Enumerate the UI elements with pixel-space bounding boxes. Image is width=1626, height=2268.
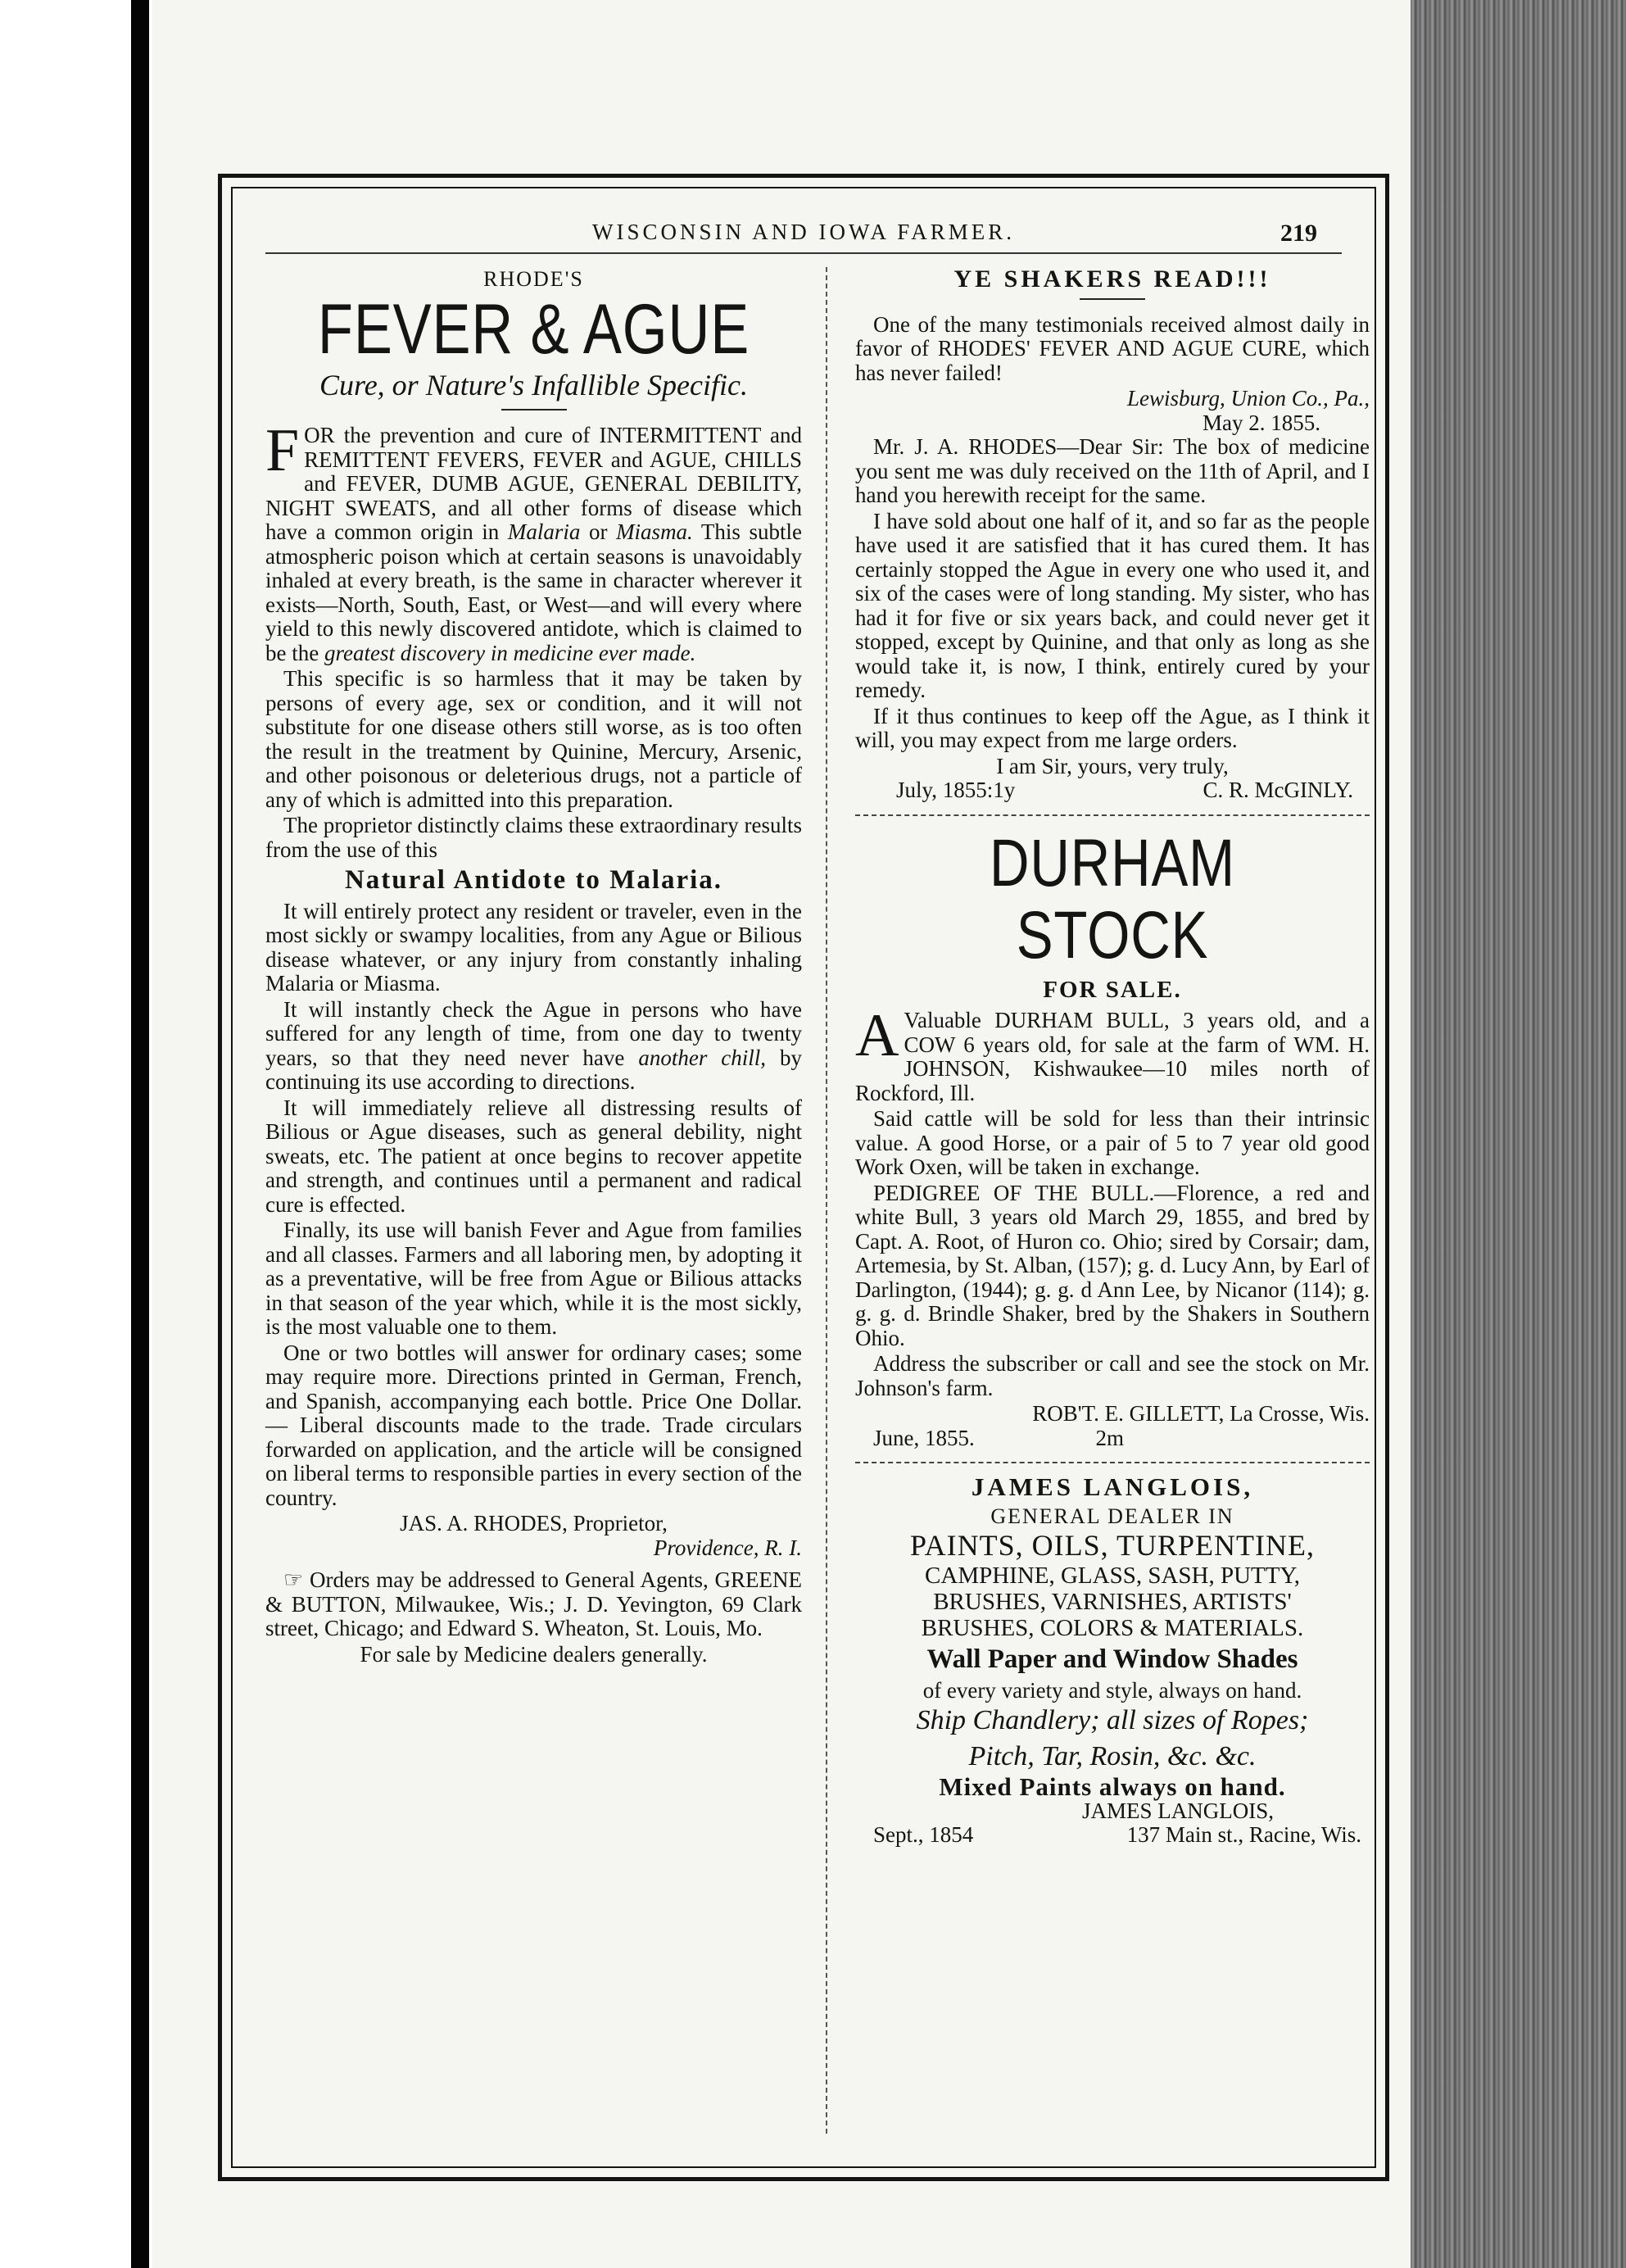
orders-note xyxy=(265,1568,802,1641)
running-head xyxy=(265,220,1342,254)
antidote-subhead: Natural Antidote to Malaria. xyxy=(344,865,723,895)
rhodes-signature-place: Providence, R. I. xyxy=(653,1535,802,1560)
rhodes-para-5-text-b: by continuing its use according to directions. xyxy=(265,1045,803,1094)
letter-body-2: If it thus continues to keep off the Ague, as I think it will, you may expect from me large orders. xyxy=(855,703,1370,752)
greatest-discovery: greatest discovery in medicine ever made. xyxy=(324,640,696,665)
letter-signature-row xyxy=(855,778,1370,803)
section-rule xyxy=(1080,298,1145,300)
langlois-date: Sept., 1854 xyxy=(873,1822,974,1847)
durham-subhead: FOR SALE. xyxy=(1043,976,1182,1003)
rhodes-para-8: One or two bottles will answer for ordinary cases; some may require more. Directions printed in German, French, and Spanish, accompanying each bottle. Price One Dollar.— Liberal discounts made to the trade. Trade circulars forwarded on application, and the article will be consigned on liberal terms to responsible parties in every section of the country. xyxy=(265,1340,802,1510)
letter-body-1: I have sold about one half of it, and so far as the people have used it are satisfied that it has cured them. It has certainly stopped the Ague in every one who used it, and six of the cases were of long standing. My sister, who has had it for five or six years back, and could never get it stopped, except by Quinine, and that only as long as she would take it, is now, I think, entirely cured by your remedy. xyxy=(855,508,1370,702)
rhodes-subtitle: Cure, or Nature's Infallible Specific. xyxy=(319,368,748,401)
ship-chandlery-line-1: Ship Chandlery; all sizes of Ropes; xyxy=(916,1705,1309,1735)
rhodes-para-1-text-b: This subtle atmospheric poison which at certain seasons is unavoidably inhaled at every breath, is the same in character wherever it exists—North, South, East, or West—and will every where yield to this newly discovered antidote, which is claimed to be the xyxy=(265,519,802,665)
durham-date: June, 1855. xyxy=(873,1425,975,1450)
binding-rule xyxy=(131,0,149,2268)
letter-closing: I am Sir, yours, very truly, xyxy=(996,753,1229,778)
journal-title: WISCONSIN AND IOWA FARMER. xyxy=(591,220,1016,244)
shakers-banner: YE SHAKERS READ!!! xyxy=(953,265,1271,293)
goods-line-1: PAINTS, OILS, TURPENTINE, xyxy=(909,1529,1316,1562)
rhodes-para-2: This specific is so harmless that it may be taken by persons of every age, sex or condition, and it will not substitute for one disease others still worse, as is too often the result in the treatment by Quinine, Mercury, Arsenic, and other poisonous or deleterious drugs, not a particle of any of which is admitted into this preparation. xyxy=(265,666,802,812)
for-sale-note: For sale by Medicine dealers generally. xyxy=(360,1641,708,1667)
variety-line: of every variety and style, always on hand. xyxy=(922,1677,1302,1703)
goods-line-3: BRUSHES, VARNISHES, ARTISTS' xyxy=(933,1589,1292,1615)
durham-headline: DURHAM STOCK xyxy=(989,825,1236,973)
durham-para-1-text: Valuable DURHAM BULL, 3 years old, and a COW 6 years old, for sale at the farm of WM. H. JOHNSON, Kishwaukee—10 miles north of Rockford, Ill. xyxy=(855,1008,1370,1105)
miasma-term: Miasma. xyxy=(616,519,693,544)
durham-term: 2m xyxy=(1095,1425,1124,1450)
drop-cap: F xyxy=(265,417,300,484)
shakers-advertisement xyxy=(855,267,1370,803)
langlois-address-row xyxy=(855,1823,1370,1848)
langlois-role: GENERAL DEALER IN xyxy=(990,1504,1234,1528)
malaria-term: Malaria xyxy=(507,519,581,544)
mixed-paints-line: Mixed Paints always on hand. xyxy=(939,1772,1286,1801)
ship-chandlery-line-2: Pitch, Tar, Rosin, &c. &c. xyxy=(968,1741,1257,1771)
durham-para-2: Said cattle will be sold for less than their intrinsic value. A good Horse, or a pair of 5 to 7 year old good Work Oxen, will be taken in exchange. xyxy=(855,1106,1370,1179)
rhodes-para-1 xyxy=(265,417,802,665)
pointing-hand-icon: ☞ xyxy=(283,1567,310,1592)
right-column xyxy=(855,267,1370,2134)
durham-para-4: Address the subscriber or call and see the stock on Mr. Johnson's farm. xyxy=(855,1351,1370,1400)
left-page-margin xyxy=(0,0,152,2268)
letter-date: May 2. 1855. xyxy=(1203,410,1320,435)
rhodes-signature: JAS. A. RHODES, Proprietor, xyxy=(400,1511,668,1535)
durham-para-1 xyxy=(855,1002,1370,1105)
rhodes-advertisement xyxy=(265,267,802,2134)
shakers-intro: One of the many testimonials received almost daily in favor of RHODES' FEVER AND AGUE CURE, which has never failed! xyxy=(855,311,1370,385)
rhodes-para-4: It will entirely protect any resident or traveler, even in the most sickly or swampy localities, from any Ague or Bilious disease whatever, or any injury from constantly inhaling Malaria or Miasma. xyxy=(265,898,802,996)
langlois-address: 137 Main st., Racine, Wis. xyxy=(1126,1822,1361,1847)
rhodes-para-5-text: It will instantly check the Ague in persons who have suffered for any length of time, from one day to twenty years, so that they need never have xyxy=(265,996,802,1070)
rhodes-para-5 xyxy=(265,998,802,1095)
rhodes-para-7: Finally, its use will banish Fever and Ague from families and all classes. Farmers and all laboring men, by adopting it as a preventative, will be free from Ague or Bilious attacks in that season of the year which, while it is the most sickly, is the most valuable one to them. xyxy=(265,1218,802,1339)
langlois-signature: JAMES LANGLOIS, xyxy=(1081,1798,1274,1823)
goods-line-2: CAMPHINE, GLASS, SASH, PUTTY, xyxy=(925,1563,1300,1589)
orders-text: Orders may be addressed to General Agents, GREENE & BUTTON, Milwaukee, Wis.; J. D. Yevington, 69 Clark street, Chicago; and Edward S. Wheaton, St. Louis, Mo. xyxy=(265,1567,802,1640)
page-inner-border xyxy=(231,187,1376,2168)
another-chill: another chill, xyxy=(638,1045,767,1070)
letter-dateline: July, 1855:1y xyxy=(896,778,1016,802)
or-word: or xyxy=(580,519,617,544)
rhodes-name: RHODE'S xyxy=(483,267,584,291)
column-divider xyxy=(826,267,827,2134)
section-rule xyxy=(501,409,567,411)
letter-place: Lewisburg, Union Co., Pa., xyxy=(1126,386,1370,411)
langlois-advertisement xyxy=(855,1472,1370,1848)
rhodes-para-6: It will immediately relieve all distressing results of Bilious or Ague diseases, such as general debility, night sweats, etc. The patient at once begins to recover appetite and strength, and continues until a permanent and radical cure is effected. xyxy=(265,1095,802,1217)
ad-separator xyxy=(855,1462,1370,1463)
page-number: 219 xyxy=(1280,220,1317,247)
fever-ague-headline: FEVER & AGUE xyxy=(317,289,750,369)
durham-signer: ROB'T. E. GILLETT, La Crosse, Wis. xyxy=(1032,1401,1370,1426)
scanned-page xyxy=(152,0,1411,2268)
rhodes-para-3: The proprietor distinctly claims these extraordinary results from the use of this xyxy=(265,813,802,862)
durham-para-3: PEDIGREE OF THE BULL.—Florence, a red and white Bull, 3 years old March 29, 1855, and bred by Capt. A. Root, of Huron co. Ohio; sired by Corsair; dam, Artemesia, by St. Alban, (157); g. d. Lucy Ann, by Earl of Darlington, (1944); g. g. d Ann Lee, by Nicanor (114); g. g. g. d. Brindle Shaker, bred by the Shakers in Southern Ohio. xyxy=(855,1180,1370,1350)
goods-line-4: BRUSHES, COLORS & MATERIALS. xyxy=(921,1615,1304,1641)
durham-advertisement xyxy=(855,825,1370,1451)
langlois-name: JAMES LANGLOIS, xyxy=(971,1472,1254,1501)
letter-signer: C. R. McGINLY. xyxy=(1203,778,1353,802)
durham-date-row xyxy=(855,1427,1370,1451)
drop-cap: A xyxy=(855,1002,899,1069)
ad-separator xyxy=(855,814,1370,816)
book-page-edges xyxy=(1411,0,1626,2268)
letter-salutation: Mr. J. A. RHODES—Dear Sir: The box of medicine you sent me was duly received on the 11th of April, and I hand you herewith receipt for the same. xyxy=(855,434,1370,507)
wall-paper-line: Wall Paper and Window Shades xyxy=(926,1644,1298,1674)
rhodes-para-1-text: OR the prevention and cure of INTERMITTENT and REMITTENT FEVERS, FEVER and AGUE, CHILLS and FEVER, DUMB AGUE, GENERAL DEBILITY, NIGHT SWEATS, and all other forms of disease which have a common origin in xyxy=(265,423,802,544)
page-border xyxy=(218,174,1389,2181)
